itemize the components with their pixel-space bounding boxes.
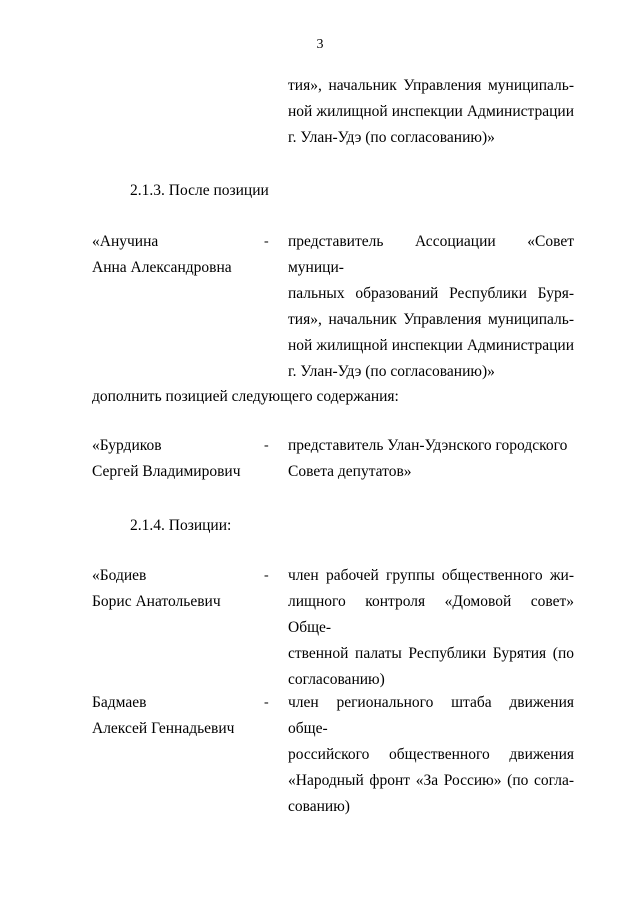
page-number: 3 <box>316 37 324 52</box>
text-line: член регионального штаба движения обще- <box>288 694 574 737</box>
text-line: ной жилищной инспекции Администрации <box>288 337 574 354</box>
text-line: «Народный фронт «За Россию» (по согла- <box>288 772 574 789</box>
person-role-bodiev <box>288 563 574 693</box>
text-line: российского общественного движения <box>288 746 574 763</box>
text-line: ственной палаты Республики Бурятия (по <box>288 645 574 662</box>
person-role-anuchina <box>288 229 574 385</box>
dash-separator: - <box>264 438 269 453</box>
name-line: «Бодиев <box>92 567 147 584</box>
text-line: г. Улан-Удэ (по согласованию)» <box>288 363 495 380</box>
dash-separator: - <box>264 695 269 710</box>
text-line: пальных образований Республики Буря- <box>288 285 574 302</box>
name-line: Анна Александровна <box>92 259 232 276</box>
text-line: согласованию) <box>288 671 385 688</box>
continued-role-text <box>288 73 574 151</box>
person-name-bodiev <box>92 563 262 615</box>
section-heading-214: 2.1.4. Позиции: <box>130 517 232 534</box>
text-line: г. Улан-Удэ (по согласованию)» <box>288 129 495 146</box>
name-line: Борис Анатольевич <box>92 593 221 610</box>
dash-separator: - <box>264 568 269 583</box>
text-line: представитель Улан-Удэнского городского <box>288 437 568 454</box>
name-line: Алексей Геннадьевич <box>92 720 235 737</box>
text-line: сованию) <box>288 798 350 815</box>
person-role-burdikov <box>288 433 574 485</box>
addition-text: дополнить позицией следующего содержания: <box>92 388 399 405</box>
name-line: «Бурдиков <box>92 437 162 454</box>
person-name-badmaev <box>92 690 262 742</box>
person-name-anuchina <box>92 229 262 281</box>
text-line: тия», начальник Управления муниципаль- <box>288 77 574 94</box>
section-heading-213: 2.1.3. После позиции <box>130 182 269 199</box>
text-line: представитель Ассоциации «Совет муници- <box>288 233 574 276</box>
text-line: лищного контроля «Домовой совет» Обще- <box>288 593 574 636</box>
text-line: тия», начальник Управления муниципаль- <box>288 311 574 328</box>
text-line: ной жилищной инспекции Администрации <box>288 103 574 120</box>
name-line: Сергей Владимирович <box>92 463 241 480</box>
person-role-badmaev <box>288 690 574 820</box>
name-line: «Анучина <box>92 233 159 250</box>
text-line: Совета депутатов» <box>288 463 412 480</box>
text-line: член рабочей группы общественного жи- <box>288 567 574 584</box>
name-line: Бадмаев <box>92 694 147 711</box>
dash-separator: - <box>264 234 269 249</box>
person-name-burdikov <box>92 433 262 485</box>
